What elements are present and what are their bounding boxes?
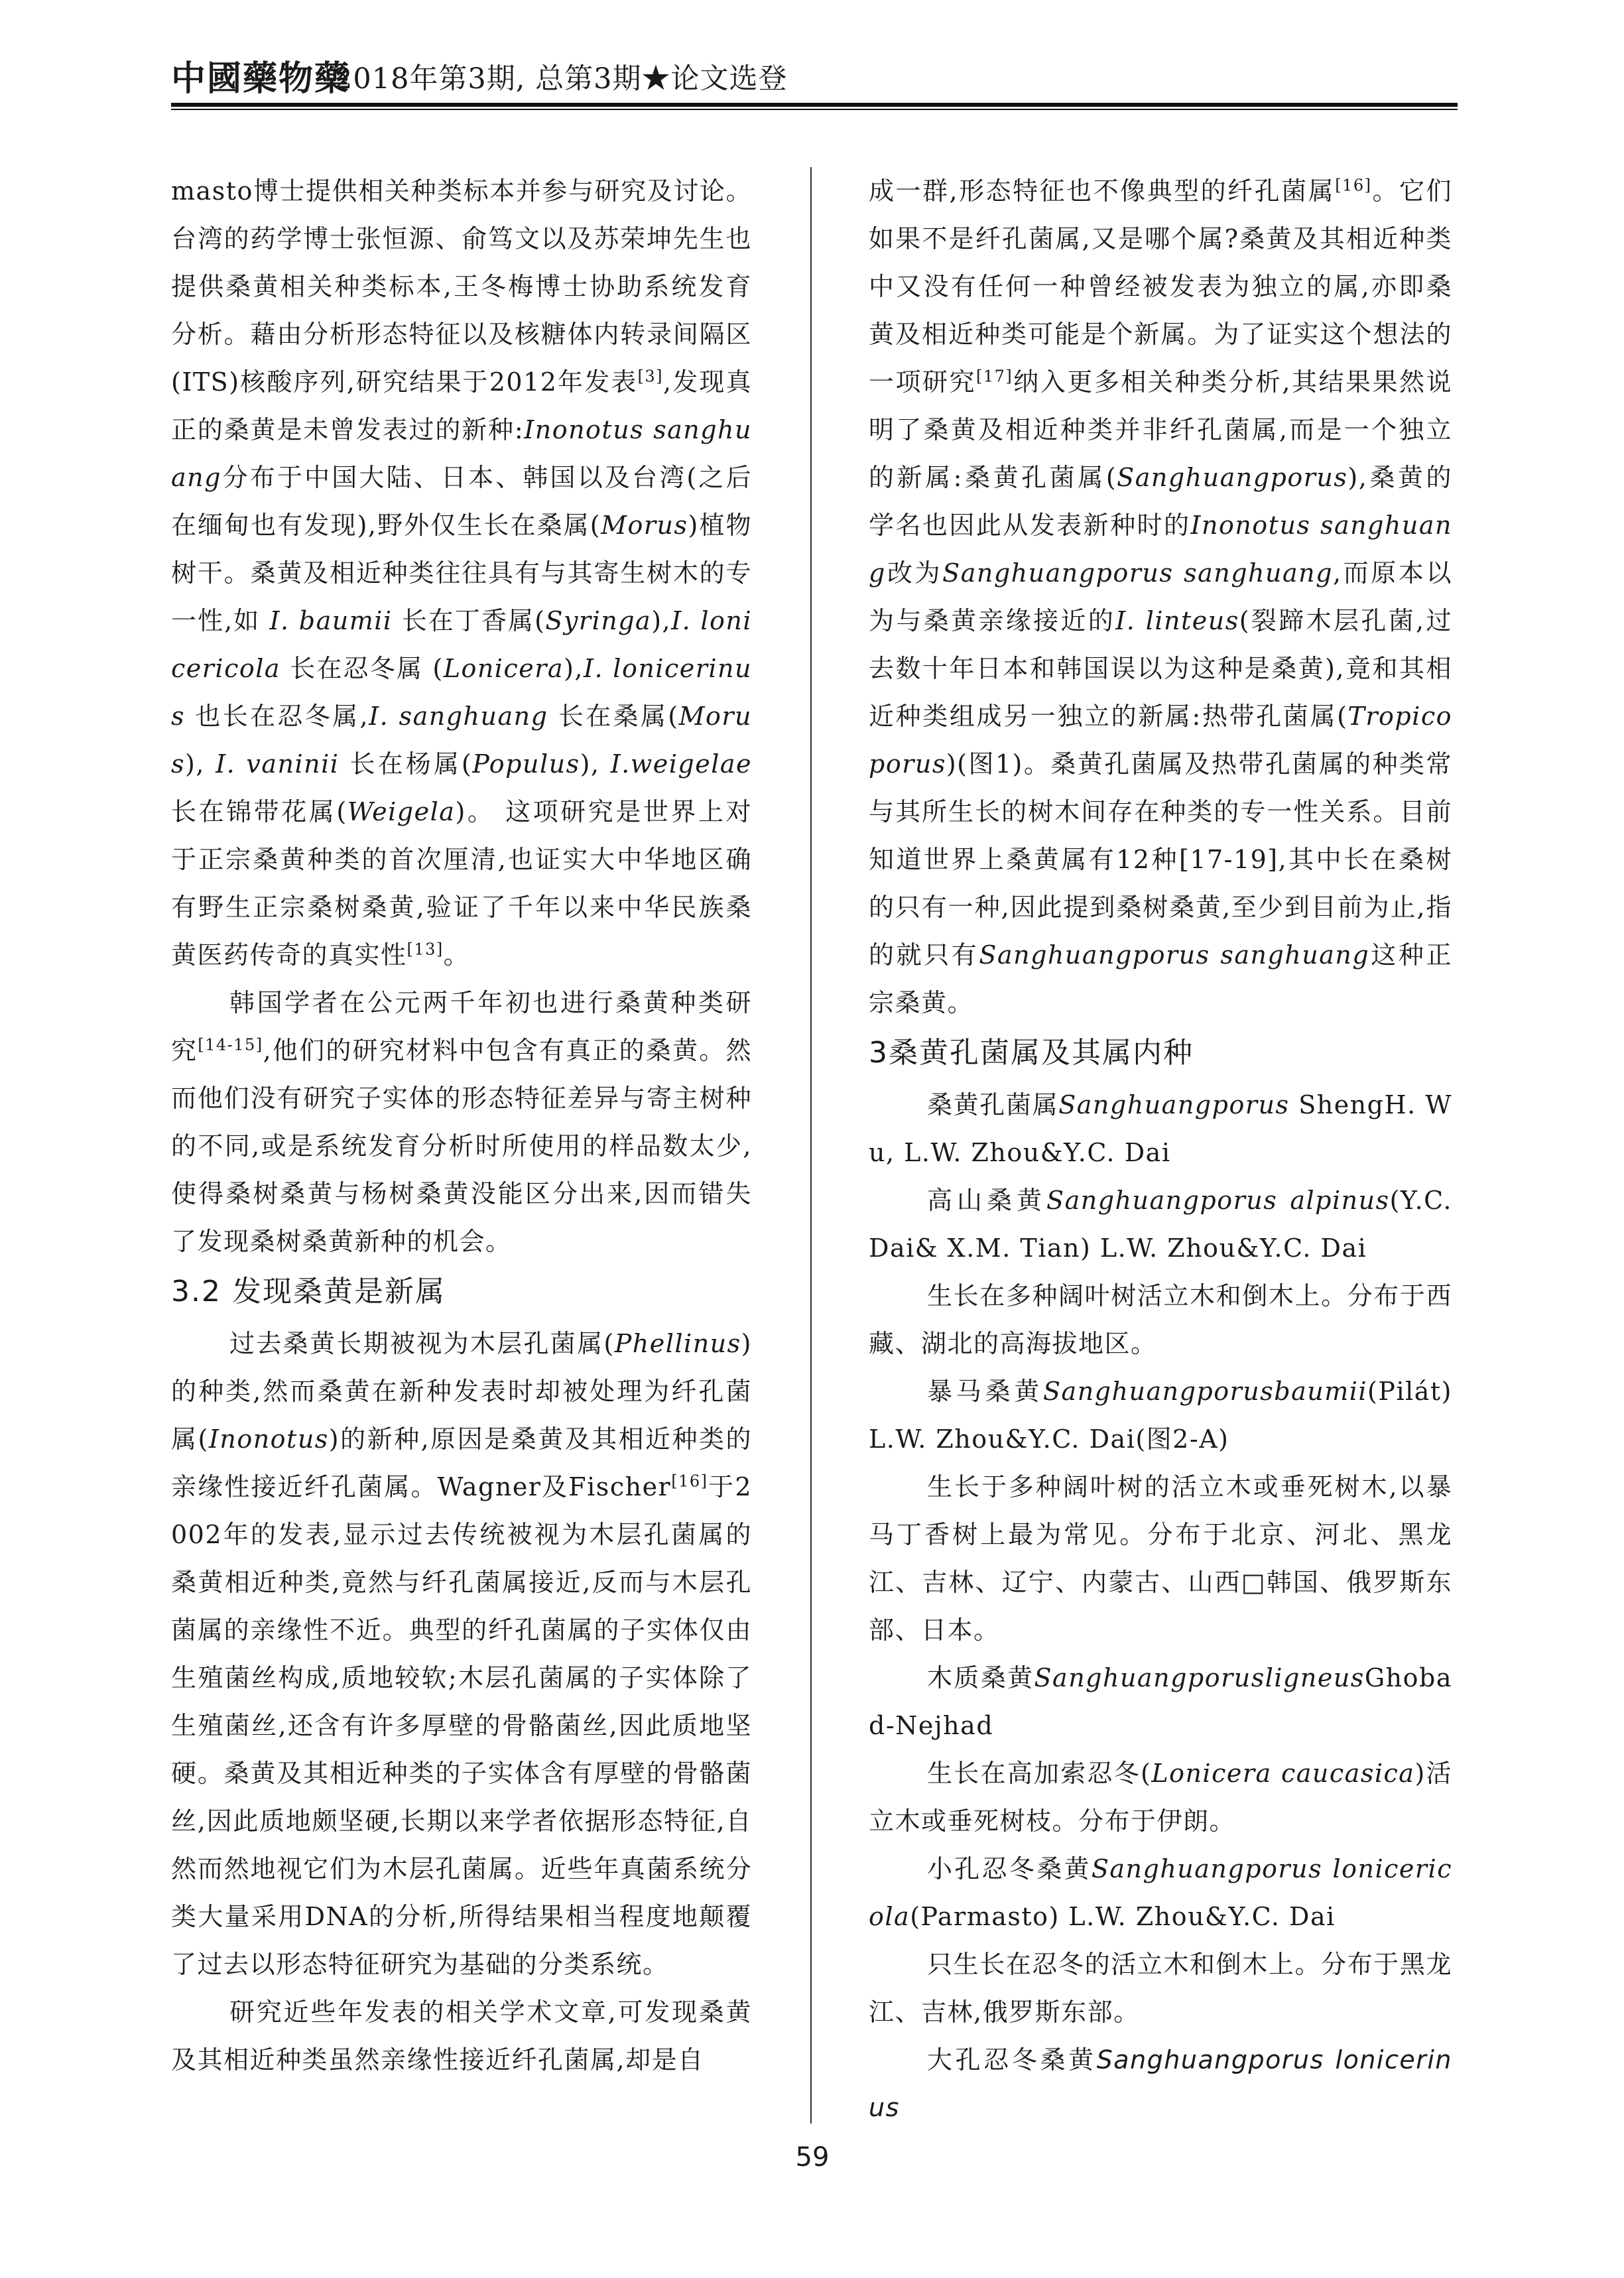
- section-heading-3-2: 3.2 发现桑黄是新属: [171, 1275, 446, 1308]
- citation: [16]: [671, 1472, 708, 1491]
- header-rule: [171, 103, 1458, 107]
- citation: [16]: [1335, 176, 1372, 195]
- column-divider: [810, 167, 812, 2123]
- page-number: 59: [795, 2142, 830, 2173]
- running-header: [171, 57, 1451, 101]
- species-description: 生长在多种阔叶树活立木和倒木上。分布于西藏、湖北的高海拔地区。: [869, 1281, 1452, 1358]
- right-column: [869, 167, 1452, 2131]
- citation: [3]: [637, 367, 663, 386]
- species-entry: 小孔忍冬桑黄Sanghuangporus lonicericola(Parmasto) L.W. Zhou&Y.C. Dai: [869, 1854, 1452, 1931]
- species-entry: 木质桑黄SanghuangporusligneusGhobad-Nejhad: [869, 1663, 1452, 1740]
- paragraph: 成一群,形态特征也不像典型的纤孔菌属[16]。它们如果不是纤孔菌属,又是哪个属?桑黄及其相近种类中又没有任何一种曾经被发表为独立的属,亦即桑黄及相近种类可能是个新属。为了证实这个想法的一项研究[17]纳入更多相关种类分析,其结果果然说明了桑黄及相近种类并非纤孔菌属,而是一个独立的新属:桑黄孔菌属(Sanghuangporus),桑黄的学名也因此从发表新种时的Inonotus sanghuang改为Sanghuangporus sanghuang,而原本以为与桑黄亲缘接近的I. linteus(裂蹄木层孔菌,过去数十年日本和韩国误以为这种是桑黄),竟和其相近种类组成另一独立的新属:热带孔菌属(Tropicoporus)(图1)。桑黄孔菌属及热带孔菌属的种类常与其所生长的树木间存在种类的专一性关系。目前知道世界上桑黄属有12种[17-19],其中长在桑树的只有一种,因此提到桑树桑黄,至少到目前为止,指的就只有Sanghuangporus sanghuang这种正宗桑黄。: [869, 176, 1452, 1017]
- species-name: Inonotus sanghuang: [171, 415, 752, 492]
- paragraph: masto博士提供相关种类标本并参与研究及讨论。台湾的药学博士张恒源、俞笃文以及苏荣坤先生也提供桑黄相关种类标本,王冬梅博士协助系统发育分析。藉由分析形态特征以及核糖体内转录间隔区(ITS)核酸序列,研究结果于2012年发表[3],发现真正的桑黄是未曾发表过的新种:Inonotus sanghuang分布于中国大陆、日本、韩国以及台湾(之后在缅甸也有发现),野外仅生长在桑属(Morus)植物树干。桑黄及相近种类往往具有与其寄生树木的专一性,如 I. baumii 长在丁香属(Syringa),I. lonicericola 长在忍冬属 (Lonicera),I. lonicerinus 也长在忍冬属,I. sanghuang 长在桑属(Morus), I. vaninii 长在杨属(Populus), I.weigelae长在锦带花属(Weigela)。 这项研究是世界上对于正宗桑黄种类的首次厘清,也证实大中华地区确有野生正宗桑树桑黄,验证了千年以来中华民族桑黄医药传奇的真实性[13]。: [171, 176, 753, 970]
- left-column: [171, 167, 752, 2084]
- header-rule-thin: [171, 109, 1458, 110]
- citation: [13]: [406, 940, 444, 959]
- genus-entry: 桑黄孔菌属Sanghuangporus ShengH. Wu, L.W. Zhou&Y.C. Dai: [869, 1090, 1452, 1167]
- paragraph: 研究近些年发表的相关学术文章,可发现桑黄及其相近种类虽然亲缘性接近纤孔菌属,却是自: [171, 1997, 752, 2074]
- journal-name: 中國藥物藥: [171, 58, 351, 99]
- species-description: 生长在高加索忍冬(Lonicera caucasica)活立木或垂死树枝。分布于伊朗。: [869, 1759, 1453, 1836]
- species-description: 生长于多种阔叶树的活立木或垂死树木,以暴马丁香树上最为常见。分布于北京、河北、黑龙江、吉林、辽宁、内蒙古、山西□韩国、俄罗斯东部、日本。: [869, 1472, 1452, 1645]
- citation: [17]: [976, 367, 1013, 386]
- section-heading-3: 3桑黄孔菌属及其属内种: [869, 1036, 1194, 1070]
- species-entry: 高山桑黄Sanghuangporus alpinus(Y.C.Dai& X.M. Tian) L.W. Zhou&Y.C. Dai: [869, 1186, 1452, 1263]
- species-entry: 暴马桑黄Sanghuangporusbaumii(Pilát) L.W. Zhou&Y.C. Dai(图2-A): [869, 1377, 1452, 1454]
- paragraph: 过去桑黄长期被视为木层孔菌属(Phellinus)的种类,然而桑黄在新种发表时却被处理为纤孔菌属(Inonotus)的新种,原因是桑黄及其相近种类的亲缘性接近纤孔菌属。Wagner及Fischer[16]于2002年的发表,显示过去传统被视为木层孔菌属的桑黄相近种类,竟然与纤孔菌属接近,反而与木层孔菌属的亲缘性不近。典型的纤孔菌属的子实体仅由生殖菌丝构成,质地较软;木层孔菌属的子实体除了生殖菌丝,还含有许多厚壁的骨骼菌丝,因此质地坚硬。桑黄及其相近种类的子实体含有厚壁的骨骼菌丝,因此质地颇坚硬,长期以来学者依据形态特征,自然而然地视它们为木层孔菌属。近些年真菌系统分类大量采用DNA的分析,所得结果相当程度地颠覆了过去以形态特征研究为基础的分类系统。: [171, 1329, 753, 1979]
- species-description: 只生长在忍冬的活立木和倒木上。分布于黑龙江、吉林,俄罗斯东部。: [869, 1950, 1452, 2027]
- paragraph: 韩国学者在公元两千年初也进行桑黄种类研究[14-15],他们的研究材料中包含有真正的桑黄。然而他们没有研究子实体的形态特征差异与寄主树种的不同,或是系统发育分析时所使用的样品数太少,使得桑树桑黄与杨树桑黄没能区分出来,因而错失了发现桑树桑黄新种的机会。: [171, 988, 752, 1256]
- species-entry: 大孔忍冬桑黄Sanghuangporus lonicerinus: [869, 2045, 1452, 2122]
- citation: [14-15]: [198, 1035, 263, 1054]
- issue-info: 2018年第3期, 总第3期★论文选登: [334, 62, 788, 95]
